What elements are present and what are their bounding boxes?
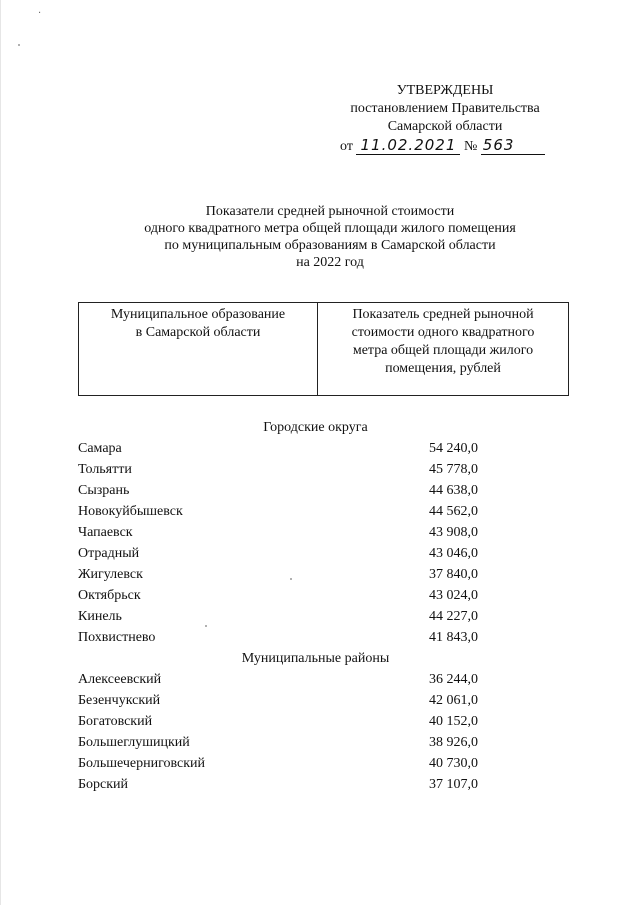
header-col2-line: Показатель средней рыночной [352, 307, 534, 322]
table-row [78, 543, 569, 564]
approval-heading: УТВЕРЖДЕНЫ [396, 83, 494, 98]
table-row [78, 627, 569, 648]
table-body [78, 417, 569, 795]
approval-date-line [330, 136, 560, 156]
row-value: 44 638,0 [429, 483, 478, 498]
section-heading-urban: Городские округа [263, 420, 368, 435]
row-name: Похвистнево [78, 630, 156, 645]
header-col2-line: помещения, рублей [385, 361, 501, 376]
row-name: Алексеевский [78, 672, 162, 687]
scan-mark: · [38, 8, 42, 19]
title-line-1: Показатели средней рыночной стоимости [205, 204, 455, 219]
table-row [78, 438, 569, 459]
handwritten-date: 11.02.2021 [356, 136, 460, 155]
table-row [78, 480, 569, 501]
row-value: 44 227,0 [429, 609, 478, 624]
scan-speck [18, 44, 20, 46]
row-name: Большеглушицкий [78, 735, 190, 750]
table-row [78, 669, 569, 690]
scan-edge-line [0, 0, 1, 905]
table-row [78, 732, 569, 753]
table-row [78, 774, 569, 795]
row-name: Большечерниговский [78, 756, 206, 771]
row-name: Новокуйбышевск [78, 504, 183, 519]
row-name: Безенчукский [78, 693, 161, 708]
table-row [78, 585, 569, 606]
table-row [78, 522, 569, 543]
row-name: Тольятти [78, 462, 132, 477]
row-value: 40 730,0 [429, 756, 478, 771]
row-value: 38 926,0 [429, 735, 478, 750]
row-name: Кинель [78, 609, 122, 624]
approval-stamp-block [330, 82, 560, 156]
row-name: Самара [78, 441, 122, 456]
handwritten-number: 563 [481, 136, 545, 155]
header-col2-line: стоимости одного квадратного [351, 325, 535, 340]
row-name: Отрадный [78, 546, 140, 561]
row-value: 54 240,0 [429, 441, 478, 456]
row-value: 37 840,0 [429, 567, 478, 582]
title-line-4: на 2022 год [296, 255, 364, 270]
row-name: Чапаевск [78, 525, 133, 540]
row-value: 41 843,0 [429, 630, 478, 645]
approval-decree-line: постановлением Правительства [350, 101, 540, 116]
header-col1-line: в Самарской области [135, 325, 261, 340]
row-value: 42 061,0 [429, 693, 478, 708]
row-value: 43 908,0 [429, 525, 478, 540]
title-line-3: по муниципальным образованиям в Самарской области [164, 238, 496, 253]
row-value: 43 024,0 [429, 588, 478, 603]
row-name: Борский [78, 777, 129, 792]
row-value: 36 244,0 [429, 672, 478, 687]
row-name: Богатовский [78, 714, 153, 729]
table-header [78, 302, 569, 396]
row-name: Сызрань [78, 483, 130, 498]
row-value: 37 107,0 [429, 777, 478, 792]
table-row [78, 711, 569, 732]
row-value: 40 152,0 [429, 714, 478, 729]
table-row [78, 564, 569, 585]
row-name: Октябрьск [78, 588, 141, 603]
number-sign: № [463, 139, 478, 154]
table-row [78, 606, 569, 627]
row-name: Жигулевск [78, 567, 143, 582]
header-municipality-column [79, 303, 318, 395]
table-row [78, 690, 569, 711]
section-heading-districts: Муниципальные районы [241, 651, 390, 666]
header-value-column [318, 303, 568, 395]
approval-region-line: Самарской области [387, 119, 503, 134]
header-col2-line: метра общей площади жилого [352, 343, 534, 358]
table-row [78, 753, 569, 774]
row-value: 45 778,0 [429, 462, 478, 477]
title-line-2: одного квадратного метра общей площади жилого помещения [144, 221, 516, 236]
row-value: 43 046,0 [429, 546, 478, 561]
table-row [78, 501, 569, 522]
header-col1-line: Муниципальное образование [110, 307, 286, 322]
document-title [60, 203, 600, 271]
date-prefix: от [340, 139, 353, 154]
row-value: 44 562,0 [429, 504, 478, 519]
table-row [78, 459, 569, 480]
